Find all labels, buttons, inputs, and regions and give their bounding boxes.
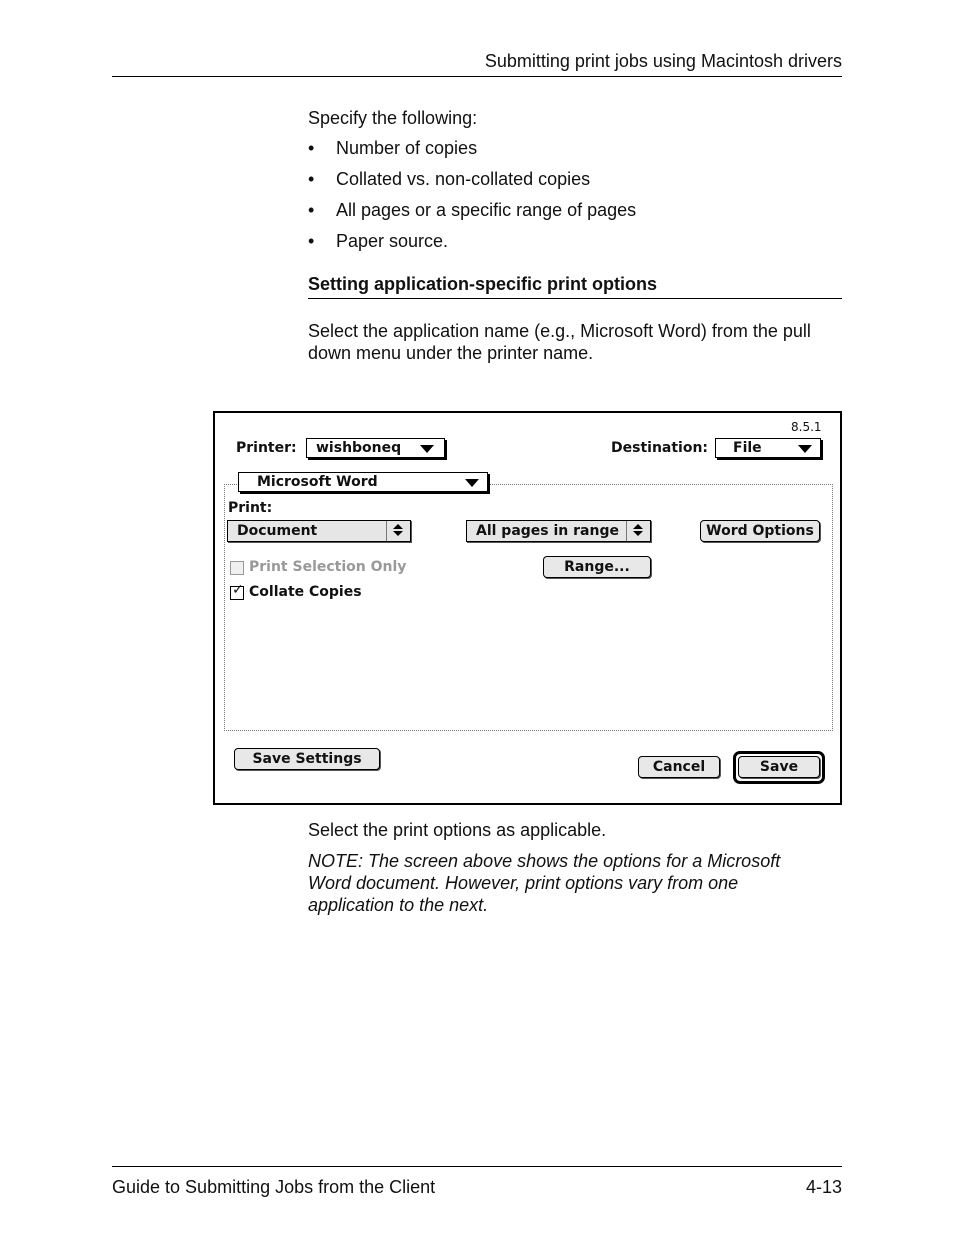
version-label: 8.5.1 xyxy=(791,420,822,434)
destination-popup[interactable]: File xyxy=(715,438,821,458)
destination-label: Destination: xyxy=(611,440,709,456)
note-text: NOTE: The screen above shows the options for a Microsoft Word document. However, print options vary from one application to the next. xyxy=(308,851,781,915)
cancel-button[interactable]: Cancel xyxy=(638,756,720,778)
save-button[interactable]: Save xyxy=(738,756,820,778)
print-label: Print: xyxy=(228,500,273,516)
print-what-popup[interactable]: Document xyxy=(227,520,411,542)
collate-checkbox[interactable] xyxy=(230,582,244,600)
list-item: • Paper source. xyxy=(308,231,449,251)
popup-arrow-icon xyxy=(420,445,434,453)
running-header: Submitting print jobs using Macintosh drivers xyxy=(484,51,842,71)
footer-rule xyxy=(112,1166,842,1167)
intro-text: Specify the following: xyxy=(308,108,478,128)
print-dialog xyxy=(213,411,842,805)
range-button[interactable]: Range... xyxy=(543,556,651,578)
list-item: • Number of copies xyxy=(308,138,478,158)
page-number: 4-13 xyxy=(805,1177,842,1197)
list-item: • All pages or a specific range of pages xyxy=(308,200,637,220)
section-paragraph: Select the application name (e.g., Microsoft Word) from the pull down menu under the printer name. xyxy=(308,321,811,363)
check-mark-icon: ✓ xyxy=(232,582,244,598)
up-down-arrows-icon xyxy=(633,524,643,536)
up-down-arrows-icon xyxy=(393,524,403,536)
popup-arrow-icon xyxy=(798,445,812,453)
section-title: Setting application-specific print options xyxy=(308,274,658,294)
word-options-button[interactable]: Word Options xyxy=(700,520,820,542)
page-range-popup[interactable]: All pages in range xyxy=(466,520,651,542)
print-selection-label: Print Selection Only xyxy=(249,559,407,575)
list-item: • Collated vs. non-collated copies xyxy=(308,169,591,189)
section-rule xyxy=(308,298,842,299)
footer-title: Guide to Submitting Jobs from the Client xyxy=(112,1177,436,1197)
save-settings-button[interactable]: Save Settings xyxy=(234,748,380,770)
printer-popup[interactable]: wishboneq xyxy=(306,438,445,458)
instruction-text: Select the print options as applicable. xyxy=(308,820,607,840)
collate-label: Collate Copies xyxy=(249,584,362,600)
print-selection-checkbox[interactable] xyxy=(230,561,244,575)
application-popup[interactable]: Microsoft Word xyxy=(238,472,488,492)
bullet-list xyxy=(308,137,636,261)
printer-label: Printer: xyxy=(236,440,297,456)
popup-arrow-icon xyxy=(465,479,479,487)
header-rule xyxy=(112,76,842,77)
